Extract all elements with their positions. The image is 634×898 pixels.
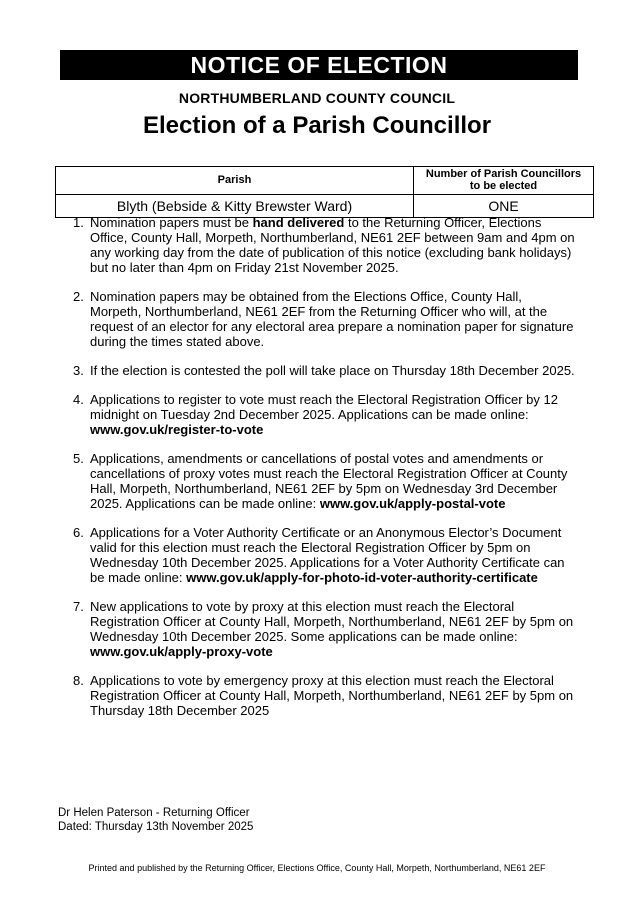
notice-item-2 bbox=[73, 289, 575, 349]
notice-text bbox=[90, 392, 575, 437]
notice-item-3 bbox=[73, 363, 575, 378]
notice-text-segment: Nomination papers must be bbox=[90, 215, 253, 230]
notice-item-7 bbox=[73, 599, 575, 659]
notice-number: 4. bbox=[73, 392, 84, 407]
notice-number: 3. bbox=[73, 363, 84, 378]
notice-text bbox=[90, 215, 575, 275]
notice-item-5 bbox=[73, 451, 575, 511]
notice-item-4 bbox=[73, 392, 575, 437]
dated-line: Dated: Thursday 13th November 2025 bbox=[58, 821, 254, 833]
notice-text bbox=[90, 525, 575, 585]
returning-officer-name: Dr Helen Paterson - Returning Officer bbox=[58, 807, 250, 819]
notice-text-segment: Applications to vote by emergency proxy at this election must reach the Electoral Registration Officer at County Hall, Morpeth, Northumberland, NE61 2EF by 5pm on Thursday 18th December 2025 bbox=[90, 673, 574, 718]
notice-text-segment: Nomination papers may be obtained from the Elections Office, County Hall, Morpeth, Northumberland, NE61 2EF from the Returning Officer who will, at the request of an elector for any electoral area prepare a nomination paper for signature during the times stated above. bbox=[90, 289, 574, 349]
notice-number: 7. bbox=[73, 599, 84, 614]
notice-text-segment: Applications to register to vote must reach the Electoral Registration Officer by 12 midnight on Tuesday 2nd December 2025. Applications can be made online: bbox=[90, 392, 558, 422]
banner bbox=[60, 50, 578, 80]
notice-text bbox=[90, 673, 575, 718]
council-name: NORTHUMBERLAND COUNTY COUNCIL bbox=[178, 90, 456, 106]
notice-text-segment: Applications for a Voter Authority Certificate or an Anonymous Elector’s Document valid for this election must reach the Electoral Registration Officer by 5pm on Wednesday 10th December 2025. Applications for a Voter Authority Certificate can be made online: bbox=[90, 525, 565, 585]
column-header-councillors: Number of Parish Councillors to be elected bbox=[414, 167, 594, 195]
notice-text-segment: to the Returning Officer, Elections Office, County Hall, Morpeth, Northumberland, NE61 2EF between 9am and 4pm on any working day from the date of publication of this notice (excluding bank holidays) but no later than 4pm on Friday 21st November 2025. bbox=[90, 215, 575, 275]
notice-text-segment: Applications, amendments or cancellations of postal votes and amendments or cancellations of proxy votes must reach the Electoral Registration Officer at County Hall, Morpeth, Northumberland, NE61 2EF by 5pm on Wednesday 3rd December 2025. Applications can be made online: bbox=[90, 451, 568, 511]
notice-number: 8. bbox=[73, 673, 84, 688]
page-title: Election of a Parish Councillor bbox=[142, 112, 492, 139]
notice-url-apply-postal-vote: www.gov.uk/apply-postal-vote bbox=[319, 496, 506, 511]
table-header-row bbox=[56, 167, 594, 195]
notice-item-6 bbox=[73, 525, 575, 585]
notice-text-bold-segment: hand delivered bbox=[252, 215, 345, 230]
notice-number: 5. bbox=[73, 451, 84, 466]
notice-text bbox=[90, 363, 575, 378]
councillors-count-cell: ONE bbox=[414, 195, 594, 218]
notice-number: 6. bbox=[73, 525, 84, 540]
notice-item-8 bbox=[73, 673, 575, 718]
notice-url-voter-authority-certificate: www.gov.uk/apply-for-photo-id-voter-authority-certificate bbox=[186, 570, 538, 585]
signature-block bbox=[58, 806, 253, 834]
notice-number: 2. bbox=[73, 289, 84, 304]
parish-table bbox=[55, 166, 594, 218]
notice-text-segment: New applications to vote by proxy at this election must reach the Electoral Registration Officer at County Hall, Morpeth, Northumberland, NE61 2EF by 5pm on Wednesday 10th December 2025. Some applications can be made online: bbox=[90, 599, 574, 644]
notice-number: 1. bbox=[73, 215, 84, 230]
notice-text bbox=[90, 599, 575, 659]
notice-list bbox=[73, 215, 575, 732]
parish-cell: Blyth (Bebside & Kitty Brewster Ward) bbox=[56, 195, 414, 218]
banner-title: NOTICE OF ELECTION bbox=[190, 52, 448, 78]
notice-text bbox=[90, 289, 575, 349]
column-header-parish: Parish bbox=[56, 167, 414, 195]
notice-text-segment: If the election is contested the poll will take place on Thursday 18th December 2025. bbox=[90, 363, 575, 378]
notice-item-1 bbox=[73, 215, 575, 275]
notice-url-register-to-vote: www.gov.uk/register-to-vote bbox=[90, 422, 264, 437]
notice-text bbox=[90, 451, 575, 511]
imprint-line: Printed and published by the Returning Officer, Elections Office, County Hall, Morpeth, Northumberland, NE61 2EF bbox=[88, 863, 546, 873]
notice-url-apply-proxy-vote: www.gov.uk/apply-proxy-vote bbox=[90, 644, 273, 659]
